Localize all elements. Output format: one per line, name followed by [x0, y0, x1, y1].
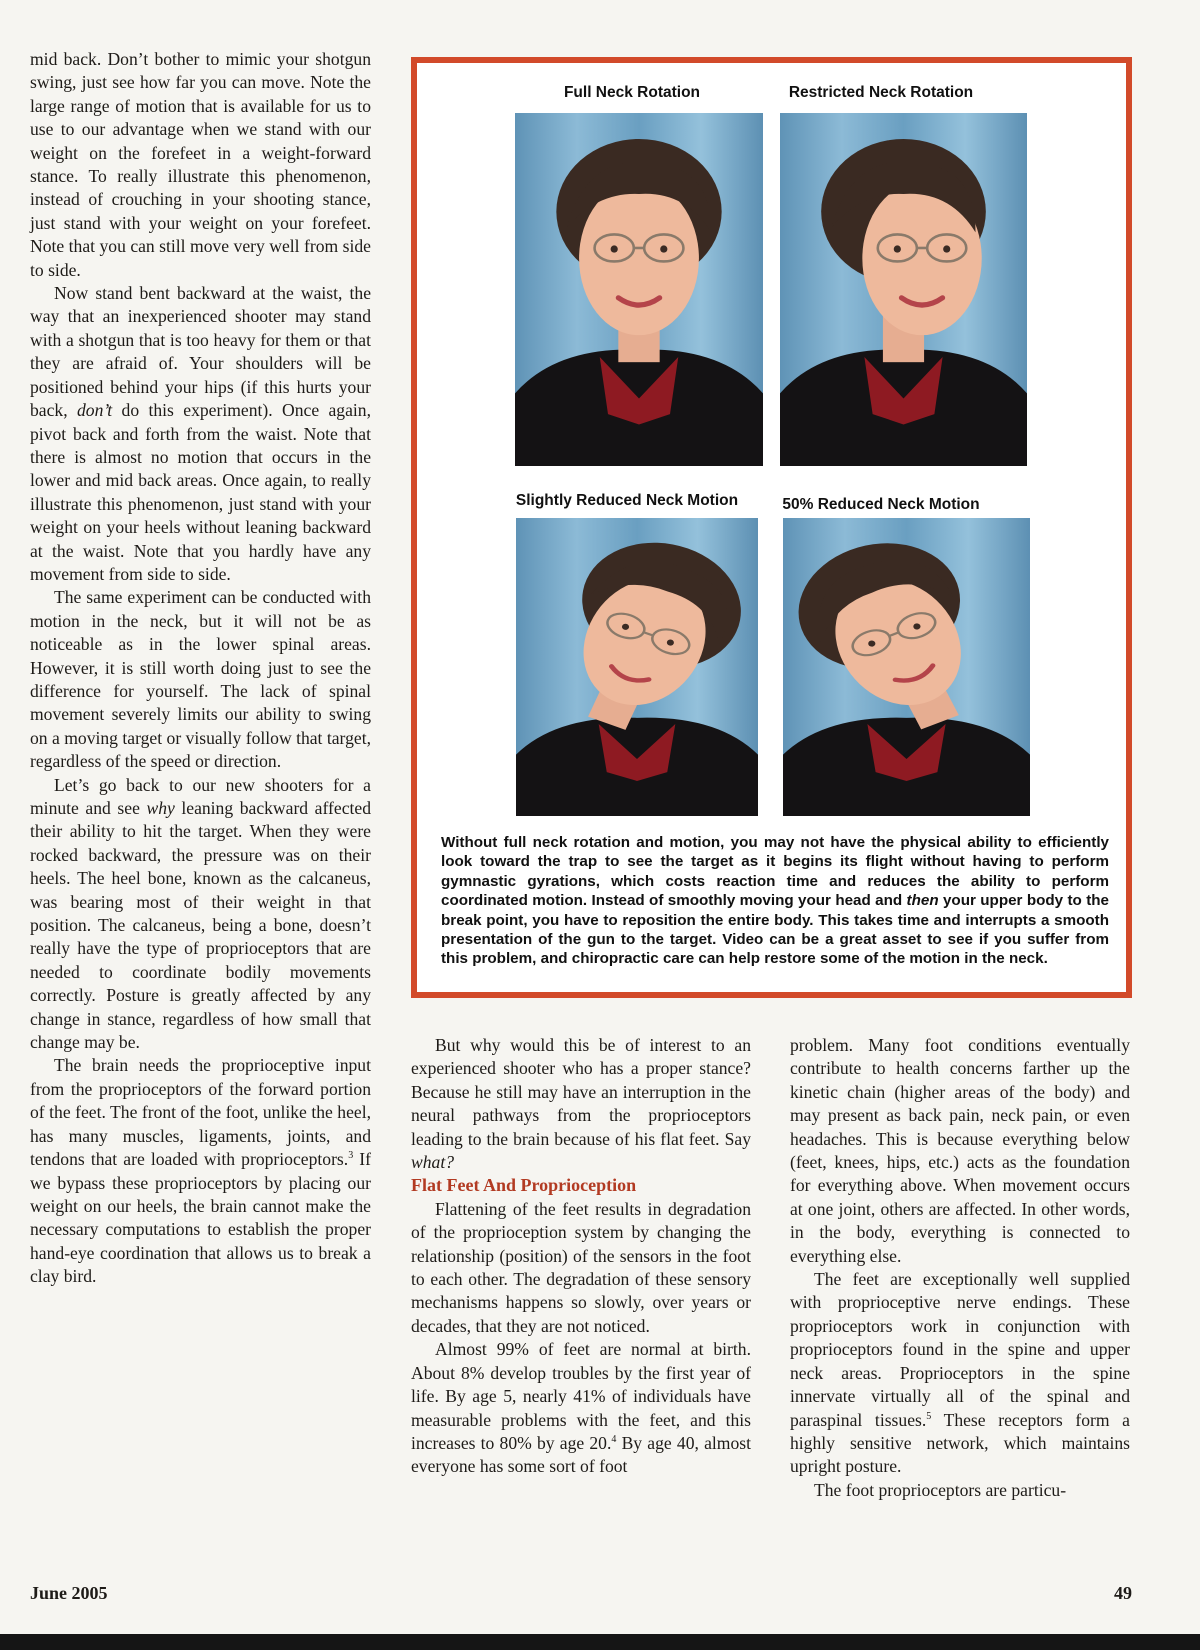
paragraph: The same experiment can be conducted with motion in the neck, but it will not be as noticeable as in the lower spinal areas. However, it is still worth doing just to see the difference for yourself. The lack of spinal movement severely limits our ability to swing on a moving target or visually follow that target, regardless of the speed or direction.	[30, 587, 371, 772]
paragraph: The feet are exceptionally well supplied with proprioceptive nerve endings. These proprioceptors work in conjunction with proprioceptors found in the spine and upper neck areas. Proprioceptors in the spine innervate virtually all of the spinal and paraspinal tissues.$^5$ These receptors form a highly sensitive network, which maintains upright posture.	[790, 1269, 1130, 1477]
paragraph: The brain needs the proprioceptive input from the proprioceptors of the forward portion of the feet. The front of the foot, unlike the heel, has many muscles, ligaments, joints, and tendons that are loaded with proprioceptors.$^3$ If we bypass these proprioceptors by placing our weight on our heels, the brain cannot make the necessary computations to establish the proper hand-eye coordination that allows us to break a clay bird.	[30, 1055, 371, 1287]
issue-date: June 2005	[30, 1583, 108, 1603]
paragraph: The foot proprioceptors are particu-	[814, 1479, 1067, 1500]
photo-label-half-reduced: 50% Reduced Neck Motion	[782, 496, 980, 513]
paragraph: mid back. Don’t bother to mimic your shotgun swing, just see how far you can move. Note the large range of motion that is available for us to use to our advantage when we stand with our weight on the forefeet in a weight-forward stance. To really illustrate this phenomenon, instead of crouching in your shooting stance, just stand with your weight on your forefeet. Note that you can still move very well from side to side.	[30, 49, 371, 280]
article-column-3	[790, 1034, 1130, 1502]
photo-half-reduced-neck-motion	[783, 518, 1030, 816]
photo-caption: Without full neck rotation and motion, you may not have the physical ability to efficiently look toward the trap to see the target as it begins its flight without having to perform gymnastic gyrations, which costs reaction time and reduces the ability to perform coordinated motion. Instead of smoothly moving your head and then your upper body to the break point, you have to reposition the entire body. This takes time and interrupts a smooth presentation of the gun to the target. Video can be a great asset to see if you suffer from this problem, and chiropractic care can help restore some of the motion in the neck.	[441, 834, 1109, 968]
paragraph: Almost 99% of feet are normal at birth. About 8% develop troubles by the first year of life. By age 5, nearly 41% of individuals have measurable problems with the feet, and this increases to 80% by age 20.$^4$ By age 40, almost everyone has some sort of foot	[411, 1339, 751, 1477]
section-heading: Flat Feet And Proprioception	[411, 1175, 637, 1196]
paragraph: Flattening of the feet results in degradation of the proprioception system by changing the relationship (position) of the sensors in the foot to each other. The degradation of these sensory mechanisms happens so slowly, over years or decades, that they are not noticed.	[411, 1198, 751, 1336]
page-number: 49	[1114, 1583, 1132, 1603]
photo-label-slightly-reduced: Slightly Reduced Neck Motion	[515, 492, 739, 509]
photo-full-neck-rotation	[515, 113, 763, 466]
paragraph: Let’s go back to our new shooters for a minute and see why leaning backward affected their ability to hit the target. When they were rocked backward, the pressure was on their heels. The heel bone, known as the calcaneus, was bearing most of their weight in that position. The calcaneus, being a bone, doesn’t really have the type of proprioceptors that are needed to coordinate bodily movements correctly. Posture is greatly affected by any change in stance, regardless of how small that change may be.	[30, 774, 371, 1053]
scan-edge	[0, 1634, 1200, 1650]
photo-slightly-reduced-neck-motion	[516, 518, 758, 816]
photo-sidebar	[411, 57, 1132, 998]
footnote-ref: 4	[611, 1434, 617, 1446]
article-column-2	[411, 1034, 751, 1479]
paragraph: problem. Many foot conditions eventually contribute to health concerns farther up the kinetic chain (higher areas of the body) and may present as back pain, neck pain, or even headaches. This is because everything below (feet, knees, hips, etc.) acts as the foundation for everything above. When movement occurs at one joint, others are affected. In other words, in the body, everything is connected to everything else.	[790, 1035, 1130, 1266]
photo-label-full-rotation: Full Neck Rotation	[563, 84, 701, 101]
photo-restricted-neck-rotation	[780, 113, 1027, 466]
photo-label-restricted-rotation: Restricted Neck Rotation	[788, 84, 974, 101]
article-column-1	[30, 48, 371, 1289]
footnote-ref: 3	[348, 1150, 354, 1162]
paragraph: But why would this be of interest to an experienced shooter who has a proper stance? Because he still may have an interruption in the neural pathways from the proprioceptors leading to the brain because of his flat feet. Say what?	[411, 1035, 751, 1173]
footnote-ref: 5	[926, 1410, 932, 1422]
paragraph: Now stand bent backward at the waist, the way that an inexperienced shooter may stand with a shotgun that is too heavy for them or that they are afraid of. Your shoulders will be positioned behind your hips (if this hurts your back, don’t do this experiment). Once again, pivot back and forth from the waist. Note that there is almost no motion that occurs in the lower and mid back areas. Once again, to really illustrate this phenomenon, just stand with your weight on your heels without leaning backward at the waist. Note that you hardly have any movement from side to side.	[30, 283, 371, 584]
